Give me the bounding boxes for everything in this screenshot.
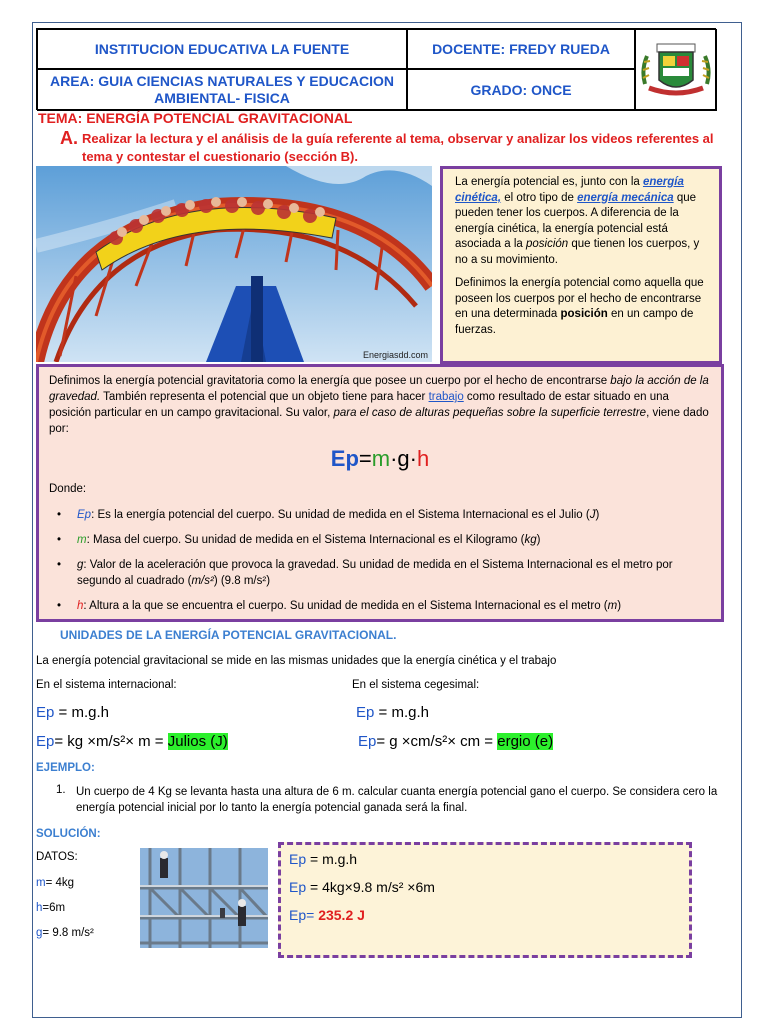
eq-ep: Ep [36, 704, 55, 721]
mechanical-energy-link[interactable]: energía mecánica [577, 191, 674, 204]
gravitational-energy-definition [36, 364, 724, 622]
text-span: : Valor de la aceleración que provoca la gravedad. Su unidad de medida en el Sistema Internacional es el metro por segundo al cuadrado ( [77, 559, 673, 587]
text-italic: posición [525, 238, 569, 250]
construction-workers-image [140, 848, 268, 948]
si-equation-2 [36, 733, 228, 750]
eq-rest: = m.g.h [54, 704, 109, 721]
header-table [36, 28, 716, 110]
variable-m [67, 532, 711, 548]
formula-ep-mgh [49, 446, 711, 471]
si-unit-highlight: Julios (J) [167, 733, 228, 750]
formula-g: g [397, 446, 410, 471]
eq-ep: Ep [289, 879, 307, 895]
variable-h [67, 598, 711, 614]
solution-line-1 [289, 851, 681, 867]
text-span: : Masa del cuerpo. Su unidad de medida en el Sistema Internacional es el Kilogramo ( [86, 534, 525, 546]
eq-rest: = kg ×m/s²× m = [54, 733, 168, 750]
symbol: g [77, 559, 84, 571]
eq-rest: = m.g.h [306, 851, 358, 867]
symbol: m [77, 534, 87, 546]
description-paragraph-2 [455, 276, 707, 338]
formula-m: m [371, 446, 391, 471]
cgs-label: En el sistema cegesimal: [352, 679, 480, 691]
eq-ep: Ep [358, 733, 377, 750]
data-height [36, 902, 65, 914]
cgs-equation-2 [358, 733, 553, 750]
grade-level: GRADO: ONCE [407, 69, 635, 111]
formula-dot: · [409, 446, 417, 471]
eq-ep: Ep [289, 907, 307, 923]
si-label: En el sistema internacional: [36, 679, 177, 691]
text-italic: bajo la acción de la gravedad. [49, 375, 709, 403]
roller-coaster-image [36, 166, 432, 362]
data-mass [36, 877, 74, 889]
symbol: h [77, 600, 84, 612]
value: = 4kg [45, 877, 75, 889]
text-span: Definimos la energía potencial como aquella que poseen los cuerpos por el hecho de encontrarse en una determinada [455, 277, 704, 320]
school-crest-icon [639, 40, 713, 100]
logo-cell [635, 29, 717, 111]
eq-sign: = [306, 907, 319, 923]
where-label: Donde: [49, 483, 87, 495]
text-span: , viene dado por: [49, 407, 709, 435]
text-span: : Altura a la que se encuentra el cuerpo. Su unidad de medida en el Sistema Internacional es el metro ( [83, 600, 608, 612]
text-span: ) [617, 600, 622, 612]
solution-line-2 [289, 879, 681, 895]
solution-label: SOLUCIÓN: [36, 828, 101, 840]
text-span: el otro tipo de [501, 191, 578, 204]
value: = 9.8 m/s² [42, 927, 94, 939]
result-value: 235.2 J [318, 907, 365, 923]
eq-ep: Ep [36, 733, 55, 750]
text-span: que tienen los cuerpos, y no a su movimiento. [455, 238, 700, 266]
formula-h: h [416, 446, 430, 471]
symbol: Ep [77, 509, 92, 521]
description-paragraph-1 [455, 175, 707, 268]
work-link[interactable]: trabajo [428, 391, 464, 403]
cgs-equation-1 [356, 704, 429, 721]
potential-energy-description [440, 166, 722, 364]
variable-ep [67, 507, 711, 523]
instruction-text: Realizar la lectura y el análisis de la guía referente al tema, observar y analizar los videos referentes al tema y contestar el cuestionario (sección B). [82, 131, 714, 164]
eq-ep: Ep [289, 851, 307, 867]
example-label: EJEMPLO: [36, 762, 95, 774]
data-label: DATOS: [36, 851, 78, 863]
text-span: como resultado de estar situado en una posición particular en un campo gravitacional. Su valor, [49, 391, 669, 419]
value: =6m [42, 902, 66, 914]
kinetic-energy-link[interactable]: energía cinética, [455, 176, 684, 204]
text-span: ) (9.8 m/s²) [213, 575, 271, 587]
unit: kg [524, 534, 537, 546]
variable-g [67, 557, 711, 589]
text-span: ) [595, 509, 600, 521]
text-span: : Es la energía potencial del cuerpo. Su unidad de medida en el Sistema Internacional es el Julio ( [91, 509, 590, 521]
text-span: ) [536, 534, 541, 546]
data-gravity [36, 927, 94, 939]
unit: m/s² [191, 575, 214, 587]
text-bold: posición [560, 308, 608, 320]
symbol: m [36, 877, 46, 889]
symbol: h [36, 902, 43, 914]
text-span: Definimos la energía potencial gravitatoria como la energía que posee un cuerpo por el hecho de encontrarse [49, 375, 611, 387]
eq-rest: = g ×cm/s²× cm = [376, 733, 498, 750]
unit: m [607, 600, 618, 612]
problem-number: 1. [56, 784, 66, 796]
definition-intro [49, 373, 711, 437]
units-title: UNIDADES DE LA ENERGÍA POTENCIAL GRAVITACIONAL. [60, 628, 397, 642]
image-credit: Energiasdd.com [362, 350, 428, 360]
formula-eq: = [358, 446, 372, 471]
eq-rest: = 4kg×9.8 m/s² ×6m [306, 879, 435, 895]
variable-list [49, 507, 711, 614]
symbol: g [36, 927, 43, 939]
text-span: También representa el potencial que un objeto tiene para hacer [100, 391, 429, 403]
eq-rest: = m.g.h [374, 704, 429, 721]
formula-ep: Ep [330, 446, 359, 471]
unit: J [589, 509, 596, 521]
teacher-name: DOCENTE: FREDY RUEDA [407, 29, 635, 69]
eq-ep: Ep [356, 704, 375, 721]
topic-title: TEMA: ENERGÍA POTENCIAL GRAVITACIONAL [38, 110, 353, 126]
text-italic: para el caso de alturas pequeñas sobre la superficie terrestre [333, 407, 647, 419]
cgs-unit-highlight: ergio (e) [497, 733, 554, 750]
units-description: La energía potencial gravitacional se mide en las mismas unidades que la energía cinética y el trabajo [36, 655, 557, 667]
text-span: La energía potencial es, junto con la [455, 176, 643, 188]
section-letter: A. [60, 128, 78, 148]
subject-area: AREA: GUIA CIENCIAS NATURALES Y EDUCACION AMBIENTAL- FISICA [37, 69, 407, 111]
text-span: que pueden tener los cuerpos. A diferencia de la energía cinética, la energía potencial está asociada a la [455, 191, 697, 250]
solution-line-3 [289, 907, 681, 923]
solution-box [278, 842, 692, 958]
problem-text: Un cuerpo de 4 Kg se levanta hasta una altura de 6 m. calcular cuanta energía potencial gano el cuerpo. Se considera cero la energía potencial inicial por lo tanto la energía potencial ganada será la final. [76, 786, 718, 814]
school-name: INSTITUCION EDUCATIVA LA FUENTE [37, 29, 407, 69]
si-equation-1 [36, 704, 109, 721]
text-span: en un campo de fuerzas. [455, 308, 694, 336]
formula-dot: · [390, 446, 398, 471]
